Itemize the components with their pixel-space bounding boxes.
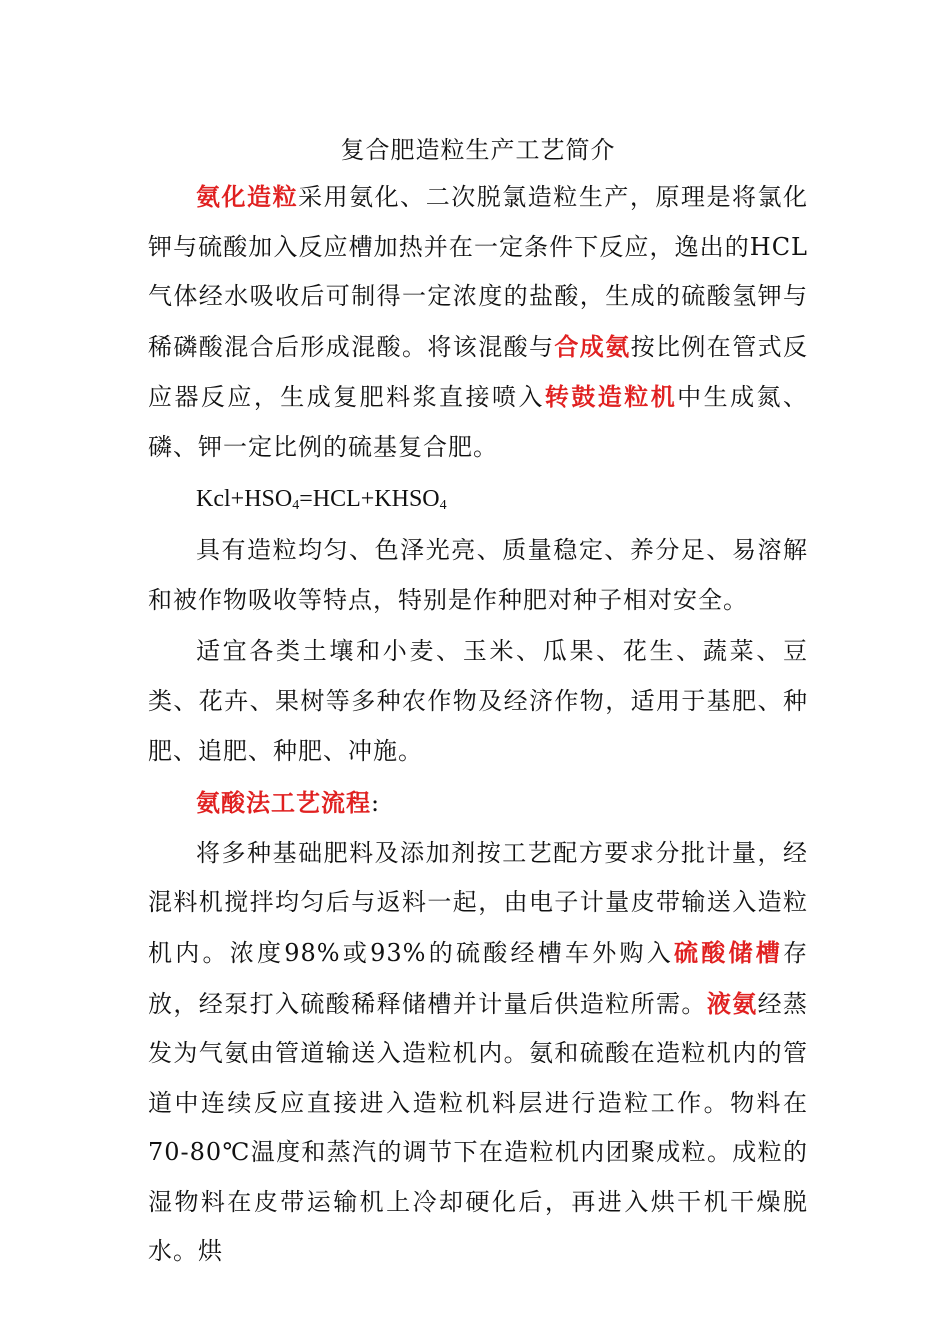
highlight-term: 转鼓造粒机 [544, 382, 678, 412]
paragraph-text: 经蒸发为气氨由管道输送入造粒机内。氨和硫酸在造粒机内的管道中连续反应直接进入造粒机料层进行造粒工作。物料在70-80℃温度和蒸汽的调节下在造粒机内团聚成粒。成粒的湿物料在皮带运输机上冷却硬化后，再进入烘干机干燥脱水。烘 [148, 989, 809, 1266]
document-title: 复合肥造粒生产工艺简介 [340, 136, 616, 164]
highlight-term: 硫酸储槽 [674, 937, 784, 967]
highlight-term: 氨酸法工艺流程 [196, 788, 371, 818]
formula-subscript: 4 [439, 497, 447, 513]
paragraph-ammoniation-granulation [148, 172, 808, 473]
paragraph-text: 将多种基础肥料及添加剂按工艺配方要求分批计量，经混料机搅拌均匀后与返料一起，由电子计量皮带输送入造粒机内。浓度98%或93%的硫酸经槽车外购入 [148, 838, 808, 967]
paragraph-text: 中生成氮、磷、钾一定比例的硫基复合肥。 [148, 383, 809, 461]
paragraph-text: 存放，经泵打入硫酸稀释储槽并计量后供造粒所需。 [148, 938, 809, 1018]
paragraph-features: 具有造粒均匀、色泽光亮、质量稳定、养分足、易溶解和被作物吸收等特点，特别是作种肥对种子相对安全。 [148, 536, 808, 614]
paragraph-applications: 适宜各类土壤和小麦、玉米、瓜果、花生、蔬菜、豆类、花卉、果树等多种农作物及经济作物，适用于基肥、种肥、追肥、种肥、冲施。 [148, 637, 808, 765]
highlight-term: 合成氨 [554, 331, 631, 361]
paragraph-text: 按比例在管式反应器反应，生成复肥料浆直接喷入 [148, 332, 809, 412]
section-heading [148, 778, 808, 829]
highlight-term: 液氨 [706, 988, 758, 1018]
paragraph-process-flow [148, 829, 808, 1277]
formula-subscript: 4 [292, 497, 300, 513]
paragraph-text: 采用氨化、二次脱氯造粒生产，原理是将氯化钾与硫酸加入反应槽加热并在一定条件下反应，逸出的HCL气体经水吸收后可制得一定浓度的盐酸，生成的硫酸氢钾与稀磷酸混合后形成混酸。将该混酸与 [148, 183, 809, 361]
highlight-term: 氨化造粒 [196, 182, 299, 211]
chemical-formula [148, 475, 808, 525]
formula-part: Kcl+HSO [196, 485, 293, 512]
formula-part: =HCL+KHSO [299, 485, 440, 512]
document-page [148, 130, 808, 1277]
heading-colon: : [371, 789, 381, 818]
